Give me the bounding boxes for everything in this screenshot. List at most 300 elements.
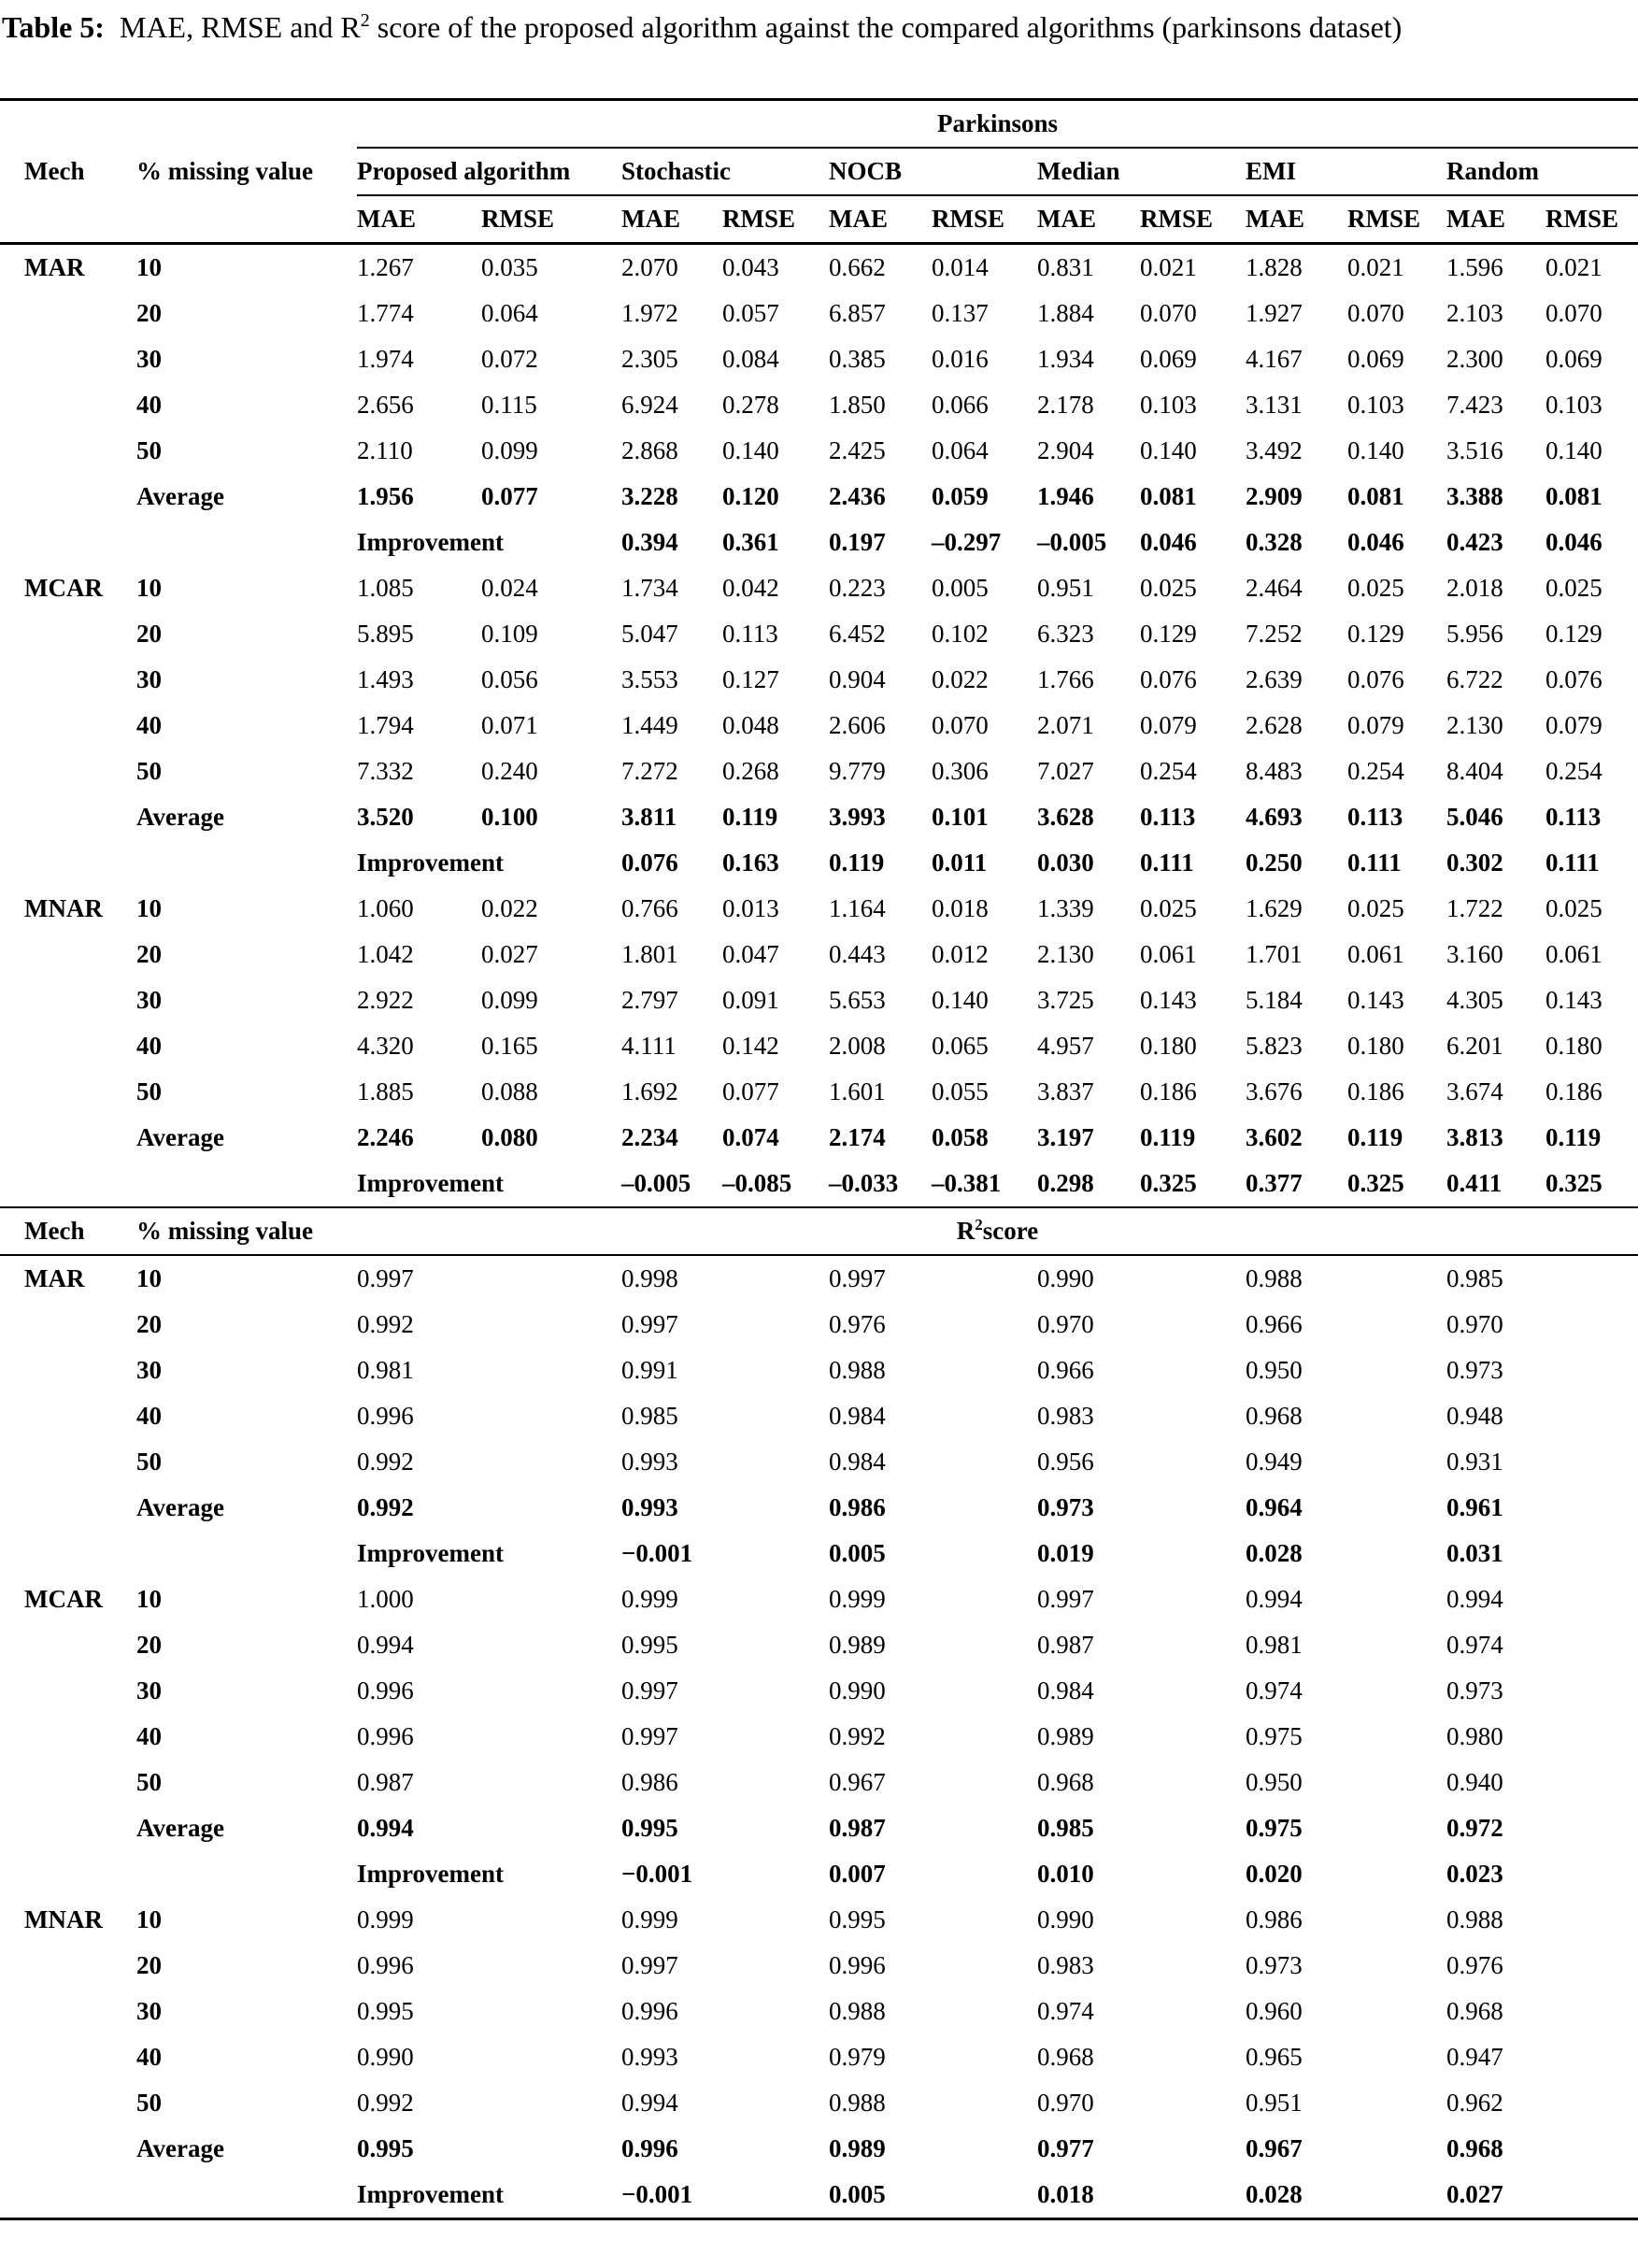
table-cell: 0.129 [1545,620,1602,648]
table-cell: 0.186 [1140,1077,1197,1105]
table-cell: 0.069 [1347,345,1404,373]
table-cell: 0.962 [1446,2089,1503,2117]
table-cell: 0.109 [481,620,538,648]
table-row [0,428,1638,474]
table-cell: 0.990 [1037,1264,1094,1292]
average-row [0,1115,1638,1161]
table-cell: 0.996 [621,1997,678,2025]
table-cell: 5.956 [1446,620,1503,648]
row-label: 50 [136,1768,162,1796]
table-cell: 2.018 [1446,574,1503,602]
table-cell: 4.957 [1037,1032,1094,1060]
table-cell: 0.949 [1246,1448,1303,1476]
table-cell: 0.119 [722,803,778,831]
mae-header: MAE [1246,205,1304,233]
table-cell: 5.047 [621,620,678,648]
table-cell: 0.964 [1246,1493,1303,1521]
table-cell: 0.005 [829,1539,886,1567]
row-label-spacer [136,520,357,565]
table-cell: 2.234 [621,1123,678,1151]
rmse-header: RMSE [1347,205,1421,233]
table-cell: 4.320 [357,1032,414,1060]
table-cell: 1.946 [1037,482,1094,510]
table-cell: 3.837 [1037,1077,1094,1105]
table-cell: 0.021 [1545,253,1602,281]
method-header-row [0,148,1638,195]
table-cell: 0.027 [1446,2172,1638,2219]
table-row [0,749,1638,794]
table-cell: 2.103 [1446,299,1503,327]
table-row [0,657,1638,703]
table-cell: –0.085 [722,1169,792,1197]
table-cell: 0.951 [1246,2089,1303,2117]
r2-suffix: score [982,1217,1039,1245]
table-row [0,977,1638,1023]
mech-label [0,1348,136,1393]
table-cell: 3.131 [1246,391,1303,419]
table-cell: 0.985 [621,1402,678,1430]
table-cell: 0.970 [1446,1310,1503,1338]
mech-label [0,794,136,840]
average-row [0,794,1638,840]
row-label-spacer [136,1531,357,1576]
results-table [0,98,1638,2220]
table-cell: –0.005 [621,1169,691,1197]
table-cell: 3.674 [1446,1077,1503,1105]
table-cell: 2.904 [1037,436,1094,464]
table-cell: 0.250 [1246,849,1303,877]
table-cell: 0.968 [1446,2134,1503,2162]
table-cell: 1.692 [621,1077,678,1105]
mech-label: MNAR [24,894,103,922]
table-cell: 2.628 [1246,711,1303,739]
table-row [0,382,1638,428]
table-cell: 0.025 [1140,574,1197,602]
table-cell: 1.701 [1246,940,1303,968]
table-cell: 0.042 [722,574,779,602]
table-cell: 0.011 [932,849,988,877]
table-cell: 0.992 [829,1722,886,1750]
r2-sup: 2 [975,1216,983,1234]
table-cell: 0.970 [1037,2089,1094,2117]
table-cell: 0.996 [621,2134,678,2162]
table-cell: 6.323 [1037,620,1094,648]
table-cell: 0.999 [357,1905,414,1933]
table-cell: 0.931 [1446,1448,1503,1476]
table-cell: 0.061 [1140,940,1197,968]
table-cell: 0.115 [481,391,537,419]
table-cell: 0.071 [481,711,538,739]
row-label: 20 [136,1951,162,1979]
table-cell: 0.007 [829,1860,886,1888]
table-cell: 1.884 [1037,299,1094,327]
table-cell: 0.995 [621,1814,678,1842]
table-cell: 0.993 [621,1493,678,1521]
table-cell: 1.974 [357,345,414,373]
table-cell: 0.995 [829,1905,886,1933]
table-cell: 0.027 [481,940,538,968]
mech-label [0,336,136,382]
table-cell: 1.734 [621,574,678,602]
table-cell: 0.143 [1545,986,1602,1014]
improvement-row [0,1531,1638,1576]
table-cell: 2.130 [1446,711,1503,739]
table-cell: 0.987 [1037,1631,1094,1659]
table-cell: 0.976 [1446,1951,1503,1979]
table-cell: 0.030 [1037,849,1094,877]
row-label: 20 [136,940,162,968]
improvement-row [0,2172,1638,2219]
table-row [0,932,1638,977]
table-cell: 0.992 [357,1448,414,1476]
table-cell: 3.228 [621,482,678,510]
table-cell: 1.493 [357,665,414,693]
table-cell: 3.813 [1446,1123,1503,1151]
table-cell: 0.120 [722,482,779,510]
table-cell: 0.119 [1347,1123,1403,1151]
table-row [0,1668,1638,1714]
table-cell: 0.254 [1545,757,1602,785]
mech-label: MCAR [24,574,103,602]
table-cell: 0.142 [722,1032,779,1060]
table-row [0,291,1638,336]
row-label-spacer [136,1851,357,1897]
table-cell: 0.975 [1246,1814,1303,1842]
row-label: Improvement [357,528,504,556]
table-cell: 0.180 [1347,1032,1404,1060]
table-cell: 0.018 [1037,2172,1246,2219]
table-cell: −0.001 [621,1539,693,1567]
table-cell: 0.025 [1545,894,1602,922]
table-cell: 0.088 [481,1077,538,1105]
table-cell: 1.000 [357,1585,414,1613]
table-cell: 1.956 [357,482,414,510]
table-cell: 0.070 [932,711,989,739]
table-cell: 0.973 [1446,1676,1503,1705]
table-cell: −0.001 [621,2172,829,2219]
table-cell: 0.972 [1446,1814,1503,1842]
table-cell: 0.968 [1037,2043,1094,2071]
table-cell: 0.028 [1246,2172,1446,2219]
table-cell: 0.070 [1545,299,1602,327]
table-cell: 0.143 [1140,986,1197,1014]
mech-label [0,1989,136,2034]
table-cell: 0.991 [621,1356,678,1384]
table-cell: 2.110 [357,436,413,464]
table-cell: 1.972 [621,299,678,327]
mech-label [0,291,136,336]
table-cell: 0.951 [1037,574,1094,602]
row-label: Improvement [357,1169,504,1197]
mech-label [0,1851,136,1897]
row-label: Improvement [357,2172,621,2219]
row-label: 20 [136,1631,162,1659]
table-cell: 0.025 [1140,894,1197,922]
table-cell: 0.950 [1246,1356,1303,1384]
table-cell: 3.811 [621,803,677,831]
mech-label [0,1161,136,1207]
table-cell: 0.099 [481,986,538,1014]
row-label: 30 [136,986,162,1014]
table-cell: 0.993 [621,1448,678,1476]
table-cell: 0.994 [1246,1585,1303,1613]
table-row [0,1943,1638,1989]
table-cell: 0.074 [722,1123,779,1151]
table-cell: –0.297 [932,528,1002,556]
row-label-spacer [136,840,357,886]
table-cell: 0.025 [1347,574,1404,602]
mech-label [0,1302,136,1348]
table-cell: 0.046 [1140,528,1197,556]
table-cell: 1.934 [1037,345,1094,373]
row-label: 30 [136,1997,162,2025]
table-cell: 0.072 [481,345,538,373]
table-cell: –0.381 [932,1169,1002,1197]
mech-label [0,703,136,749]
table-cell: 0.065 [932,1032,989,1060]
table-cell: 0.988 [1446,1905,1503,1933]
table-cell: 0.100 [481,803,538,831]
table-cell: 0.968 [1446,1997,1503,2025]
table-row [0,1023,1638,1069]
table-cell: 7.252 [1246,620,1303,648]
average-row [0,1805,1638,1851]
table-cell: 0.394 [621,528,678,556]
table-cell: 0.977 [1037,2134,1094,2162]
mech-label [0,657,136,703]
table-cell: 0.102 [932,620,989,648]
rmse-header: RMSE [1545,205,1619,233]
table-cell: 8.404 [1446,757,1503,785]
row-label: Improvement [357,1860,504,1888]
table-cell: 0.361 [722,528,779,556]
table-cell: 0.069 [1140,345,1197,373]
method-header: Median [1037,148,1246,195]
table-cell: 0.069 [1545,345,1602,373]
table-row [0,2034,1638,2080]
method-header: NOCB [829,148,1037,195]
table-cell: 0.984 [829,1402,886,1430]
caption-text-rest: score of the proposed algorithm against the compared algorithms (parkinsons dataset) [369,10,1403,44]
mech-label [0,1393,136,1439]
table-cell: 7.027 [1037,757,1094,785]
table-row [0,1576,1638,1622]
table-cell: 1.828 [1246,253,1303,281]
table-cell: 6.857 [829,299,886,327]
table-cell: 0.981 [1246,1631,1303,1659]
table-cell: 0.423 [1446,528,1503,556]
table-cell: 1.885 [357,1077,414,1105]
caption-label: Table 5: [2,10,105,44]
mech-header: Mech [24,1217,85,1245]
table-cell: 0.080 [481,1123,538,1151]
mech-label [0,520,136,565]
row-label: Improvement [357,849,504,877]
table-cell: 0.325 [1545,1169,1602,1197]
table-cell: 0.988 [829,2089,886,2117]
caption-text: MAE, RMSE and R [119,10,361,44]
table-cell: –0.005 [1037,528,1107,556]
mech-label [0,1622,136,1668]
table-cell: 0.995 [357,1997,414,2025]
table-cell: 0.994 [357,1631,414,1659]
row-label: 40 [136,1032,162,1060]
table-cell: 0.163 [722,849,779,877]
table-cell: 2.071 [1037,711,1094,739]
table-cell: 5.046 [1446,803,1503,831]
table-cell: 0.077 [481,482,538,510]
table-cell: 3.676 [1246,1077,1303,1105]
table-cell: 1.629 [1246,894,1303,922]
table-cell: 0.047 [722,940,779,968]
table-cell: 2.246 [357,1123,414,1151]
table-cell: 2.300 [1446,345,1503,373]
table-cell: 0.058 [932,1123,989,1151]
table-cell: 3.492 [1246,436,1303,464]
table-cell: 0.984 [1037,1676,1094,1705]
table-cell: 1.927 [1246,299,1303,327]
mech-label [0,1023,136,1069]
table-cell: 0.985 [1446,1264,1503,1292]
table-cell: 0.180 [1140,1032,1197,1060]
table-cell: 0.995 [357,2134,414,2162]
table-cell: 2.868 [621,436,678,464]
mae-header: MAE [621,205,680,233]
table-cell: 0.997 [621,1951,678,1979]
table-cell: 2.008 [829,1032,886,1060]
table-row [0,565,1638,611]
table-cell: 0.965 [1246,2043,1303,2071]
table-cell: 5.184 [1246,986,1303,1014]
table-cell: 0.961 [1446,1493,1503,1521]
row-label: 30 [136,345,162,373]
row-label: Average [136,482,224,510]
table-cell: 0.987 [829,1814,886,1842]
mech-label: MNAR [24,1905,103,1933]
table-cell: 5.653 [829,986,886,1014]
table-cell: 0.377 [1246,1169,1303,1197]
table-cell: 0.048 [722,711,779,739]
table-cell: 0.119 [1140,1123,1196,1151]
table-cell: 0.997 [357,1264,414,1292]
table-cell: 0.024 [481,574,538,602]
row-label: 40 [136,711,162,739]
table-cell: 0.021 [1140,253,1197,281]
row-label: 50 [136,2089,162,2117]
table-cell: 0.035 [481,253,538,281]
table-cell: −0.001 [621,1860,693,1888]
table-cell: 0.999 [621,1905,678,1933]
table-row [0,1255,1638,1302]
row-label: 10 [136,1264,162,1292]
r2-title [357,1207,1638,1255]
row-label: 20 [136,299,162,327]
table-cell: 0.079 [1140,711,1197,739]
table-cell: 1.801 [621,940,678,968]
table-cell: 2.909 [1246,482,1303,510]
table-cell: 8.483 [1246,757,1303,785]
row-label: Average [136,1123,224,1151]
table-cell: 0.018 [932,894,989,922]
table-cell: 0.197 [829,528,886,556]
table-cell: 0.046 [1347,528,1404,556]
table-cell: 2.797 [621,986,678,1014]
table-cell: 0.966 [1037,1356,1094,1384]
average-row [0,1485,1638,1531]
table-cell: 1.774 [357,299,414,327]
mech-label: MCAR [24,1585,103,1613]
table-cell: 1.794 [357,711,414,739]
row-label: Average [136,2134,224,2162]
mech-label [0,2126,136,2172]
table-cell: 0.019 [1037,1539,1094,1567]
table-cell: 1.722 [1446,894,1503,922]
table-cell: 0.057 [722,299,779,327]
table-cell: 0.113 [1545,803,1602,831]
mech-label [0,474,136,520]
table-cell: 1.449 [621,711,678,739]
table-cell: –0.033 [829,1169,899,1197]
table-cell: 0.101 [932,803,989,831]
table-cell: 0.278 [722,391,779,419]
table-cell: 0.443 [829,940,886,968]
table-cell: 0.077 [722,1077,779,1105]
table-cell: 0.997 [621,1722,678,1750]
table-cell: 0.994 [1446,1585,1503,1613]
table-cell: 1.339 [1037,894,1094,922]
table-cell: 3.602 [1246,1123,1303,1151]
table-row [0,703,1638,749]
table-cell: 0.025 [1545,574,1602,602]
table-cell: 0.091 [722,986,779,1014]
row-label-spacer [136,2172,357,2219]
mech-label [0,840,136,886]
table-cell: 0.143 [1347,986,1404,1014]
table-cell: 0.254 [1347,757,1404,785]
table-cell: 0.302 [1446,849,1503,877]
table-cell: 0.021 [1347,253,1404,281]
table-cell: 0.070 [1140,299,1197,327]
table-cell: 3.516 [1446,436,1503,464]
mech-label [0,1069,136,1115]
average-row [0,474,1638,520]
table-cell: 2.922 [357,986,414,1014]
table-cell: 0.055 [932,1077,989,1105]
table-cell: 0.970 [1037,1310,1094,1338]
table-cell: 0.099 [481,436,538,464]
table-cell: 0.997 [829,1264,886,1292]
table-cell: 3.628 [1037,803,1094,831]
table-cell: 0.947 [1446,2043,1503,2071]
rmse-header: RMSE [932,205,1005,233]
mech-label [0,611,136,657]
table-cell: 0.111 [1545,849,1600,877]
table-cell: 0.940 [1446,1768,1503,1796]
table-cell: 0.960 [1246,1997,1303,2025]
table-cell: 0.254 [1140,757,1197,785]
table-cell: 0.984 [829,1448,886,1476]
table-cell: 0.973 [1246,1951,1303,1979]
table-cell: 0.968 [1037,1768,1094,1796]
table-cell: 0.079 [1347,711,1404,739]
mech-header: Mech [24,157,85,185]
table-cell: 0.988 [829,1356,886,1384]
table-cell: 0.111 [1347,849,1402,877]
table-cell: 0.028 [1246,1539,1303,1567]
row-label: 40 [136,1402,162,1430]
table-row [0,1069,1638,1115]
row-label: Average [136,803,224,831]
